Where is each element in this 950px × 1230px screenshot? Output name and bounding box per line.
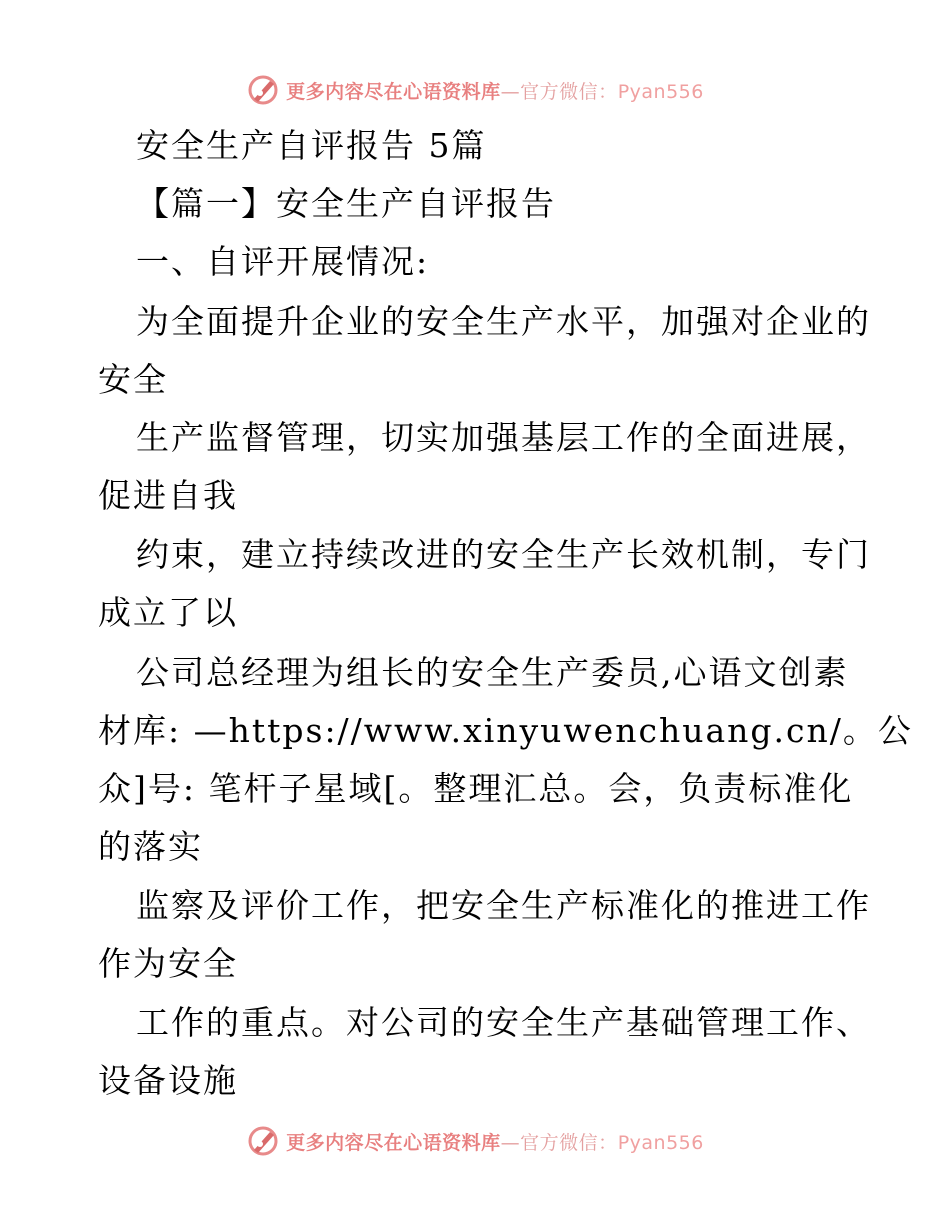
watermark-wechat-id: Pyan556 — [617, 80, 704, 103]
body-line: 促进自我 — [98, 476, 238, 515]
watermark-separator: —官方微信： — [500, 80, 618, 103]
section-heading: 【篇一】安全生产自评报告 — [136, 184, 556, 223]
body-line: 约束，建立持续改进的安全生产长效机制，专门 — [136, 535, 871, 574]
body-line: 成立了以 — [98, 593, 238, 632]
document-title: 安全生产自评报告 5篇 — [136, 126, 487, 165]
header-watermark — [0, 70, 950, 110]
watermark-separator: —官方微信： — [500, 1131, 618, 1154]
watermark-main: 更多内容尽在心语资料库 — [286, 1131, 501, 1154]
body-line: 作为安全 — [98, 944, 238, 983]
body-line: 材库: —https://www.xinyuwenchuang.cn/。公 — [98, 711, 913, 750]
body-line: 设备设施 — [98, 1061, 238, 1100]
body-line: 生产监督管理，切实加强基层工作的全面进展， — [136, 418, 871, 457]
watermark-text — [286, 77, 704, 104]
body-line: 监察及评价工作，把安全生产标准化的推进工作 — [136, 886, 871, 925]
subheading: 一、自评开展情况: — [136, 242, 430, 281]
pen-seal-icon — [246, 73, 280, 107]
body-line: 为全面提升企业的安全生产水平，加强对企业的 — [136, 302, 871, 341]
body-line: 众]号: 笔杆子星域[。整理汇总。会，负责标准化 — [98, 769, 854, 808]
body-line: 安全 — [98, 360, 168, 399]
pen-seal-icon — [246, 1124, 280, 1158]
body-line: 公司总经理为组长的安全生产委员,心语文创素 — [136, 653, 849, 692]
watermark-wechat-id: Pyan556 — [617, 1131, 704, 1154]
watermark-text — [286, 1128, 704, 1155]
footer-watermark — [0, 1121, 950, 1161]
body-line: 工作的重点。对公司的安全生产基础管理工作、 — [136, 1003, 871, 1042]
watermark-main: 更多内容尽在心语资料库 — [286, 80, 501, 103]
body-line: 的落实 — [98, 827, 203, 866]
